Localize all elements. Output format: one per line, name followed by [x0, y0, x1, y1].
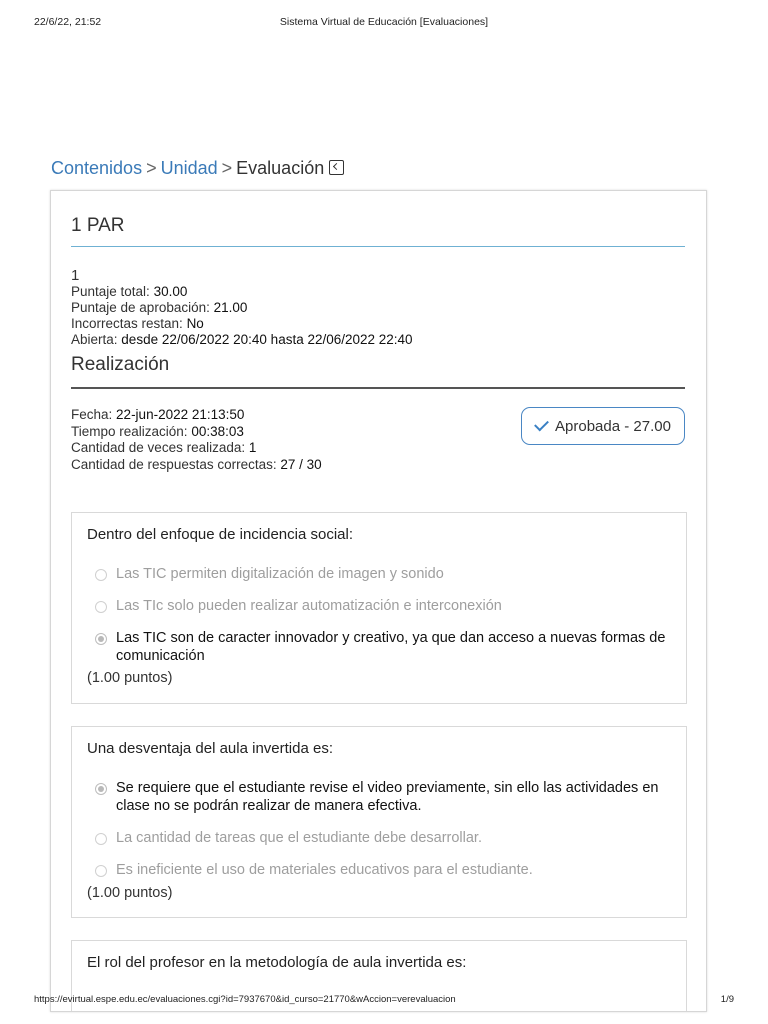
incorrectas-label: Incorrectas restan:: [71, 316, 183, 331]
print-footer: [0, 990, 768, 1006]
incorrectas-row: [71, 316, 413, 332]
question-text: El rol del profesor en la metodología de aula invertida es:: [87, 954, 467, 971]
radio-button: [95, 865, 107, 877]
veces-value: 1: [248, 440, 257, 455]
evaluation-number: 1: [71, 267, 80, 284]
evaluation-title: 1 PAR: [71, 215, 125, 236]
breadcrumb-unidad-link[interactable]: Unidad: [160, 158, 218, 178]
tiempo-row: [71, 424, 322, 441]
print-url: https://evirtual.espe.edu.ec/evaluaciones.cgi?id=7937670&id_curso=21770&wAccion=verevaluacion: [34, 994, 456, 1005]
answer-option: [87, 597, 674, 615]
answer-option: [87, 565, 674, 583]
check-icon: [534, 417, 549, 432]
title-divider: [71, 246, 685, 247]
status-badge: [521, 407, 685, 445]
answer-option-label: Se requiere que el estudiante revise el video previamente, sin ello las actividades en clase no se podrán realizar de manera efectiva.: [116, 780, 659, 814]
correctas-value: 27 / 30: [280, 456, 322, 472]
answer-option-label: Las TIC permiten digitalización de imagen y sonido: [116, 566, 444, 582]
page-number: 1/9: [720, 994, 734, 1005]
question-text: Una desventaja del aula invertida es:: [87, 740, 333, 757]
answer-option-label: Es ineficiente el uso de materiales educativos para el estudiante.: [116, 862, 533, 878]
fecha-row: [71, 407, 322, 424]
radio-button: [95, 601, 107, 613]
print-title: Sistema Virtual de Educación [Evaluaciones]: [279, 16, 489, 28]
answer-option-label: Las TIc solo pueden realizar automatización e interconexión: [116, 598, 502, 614]
answer-option-label: Las TIC son de caracter innovador y creativo, ya que dan acceso a nuevas formas de comunicación: [116, 630, 666, 664]
radio-button: [95, 833, 107, 845]
puntaje-total-label: Puntaje total:: [71, 284, 150, 299]
correctas-row: [71, 457, 322, 474]
back-arrow-icon[interactable]: [329, 160, 344, 175]
breadcrumb-current: Evaluación: [236, 158, 325, 178]
tiempo-label: Tiempo realización:: [71, 423, 188, 439]
status-badge-label: Aprobada - 27.00: [555, 417, 671, 435]
question-text: Dentro del enfoque de incidencia social:: [87, 526, 354, 543]
answer-option-selected: [87, 779, 674, 815]
tiempo-value: 00:38:03: [191, 423, 244, 439]
incorrectas-value: No: [186, 316, 204, 331]
abierta-value: desde 22/06/2022 20:40 hasta 22/06/2022 22:40: [121, 332, 413, 347]
fecha-label: Fecha:: [71, 407, 113, 422]
answer-option-selected: [87, 629, 674, 665]
radio-button: [95, 569, 107, 581]
realizacion-divider: [71, 387, 685, 389]
realizacion-title: Realización: [71, 354, 170, 375]
puntaje-total-value: 30.00: [153, 284, 188, 299]
evaluation-card: [50, 190, 707, 1012]
abierta-row: [71, 332, 413, 348]
aprobacion-row: [71, 300, 413, 316]
answer-option: [87, 829, 674, 847]
aprobacion-label: Puntaje de aprobación:: [71, 300, 210, 315]
radio-button-selected: [95, 633, 107, 645]
answer-option-label: La cantidad de tareas que el estudiante debe desarrollar.: [116, 830, 482, 846]
answer-option: [87, 861, 674, 879]
puntaje-total-row: [71, 284, 413, 300]
question-card: [71, 726, 687, 918]
realizacion-stats: [71, 407, 322, 473]
abierta-label: Abierta:: [71, 332, 118, 347]
breadcrumb-separator: >: [221, 158, 233, 178]
print-date: 22/6/22, 21:52: [34, 16, 102, 28]
veces-row: [71, 440, 322, 457]
aprobacion-value: 21.00: [213, 300, 248, 315]
breadcrumb-separator: >: [146, 158, 157, 178]
correctas-label: Cantidad de respuestas correctas:: [71, 456, 277, 472]
veces-label: Cantidad de veces realizada:: [71, 440, 246, 455]
radio-button-selected: [95, 783, 107, 795]
breadcrumb-contenidos-link[interactable]: Contenidos: [51, 158, 143, 178]
question-points: (1.00 puntos): [87, 670, 173, 686]
print-header: [0, 12, 768, 28]
fecha-value: 22-jun-2022 21:13:50: [116, 407, 245, 422]
question-card: [71, 512, 687, 704]
breadcrumb: [51, 158, 344, 179]
question-points: (1.00 puntos): [87, 885, 173, 901]
evaluation-info: [71, 267, 413, 348]
